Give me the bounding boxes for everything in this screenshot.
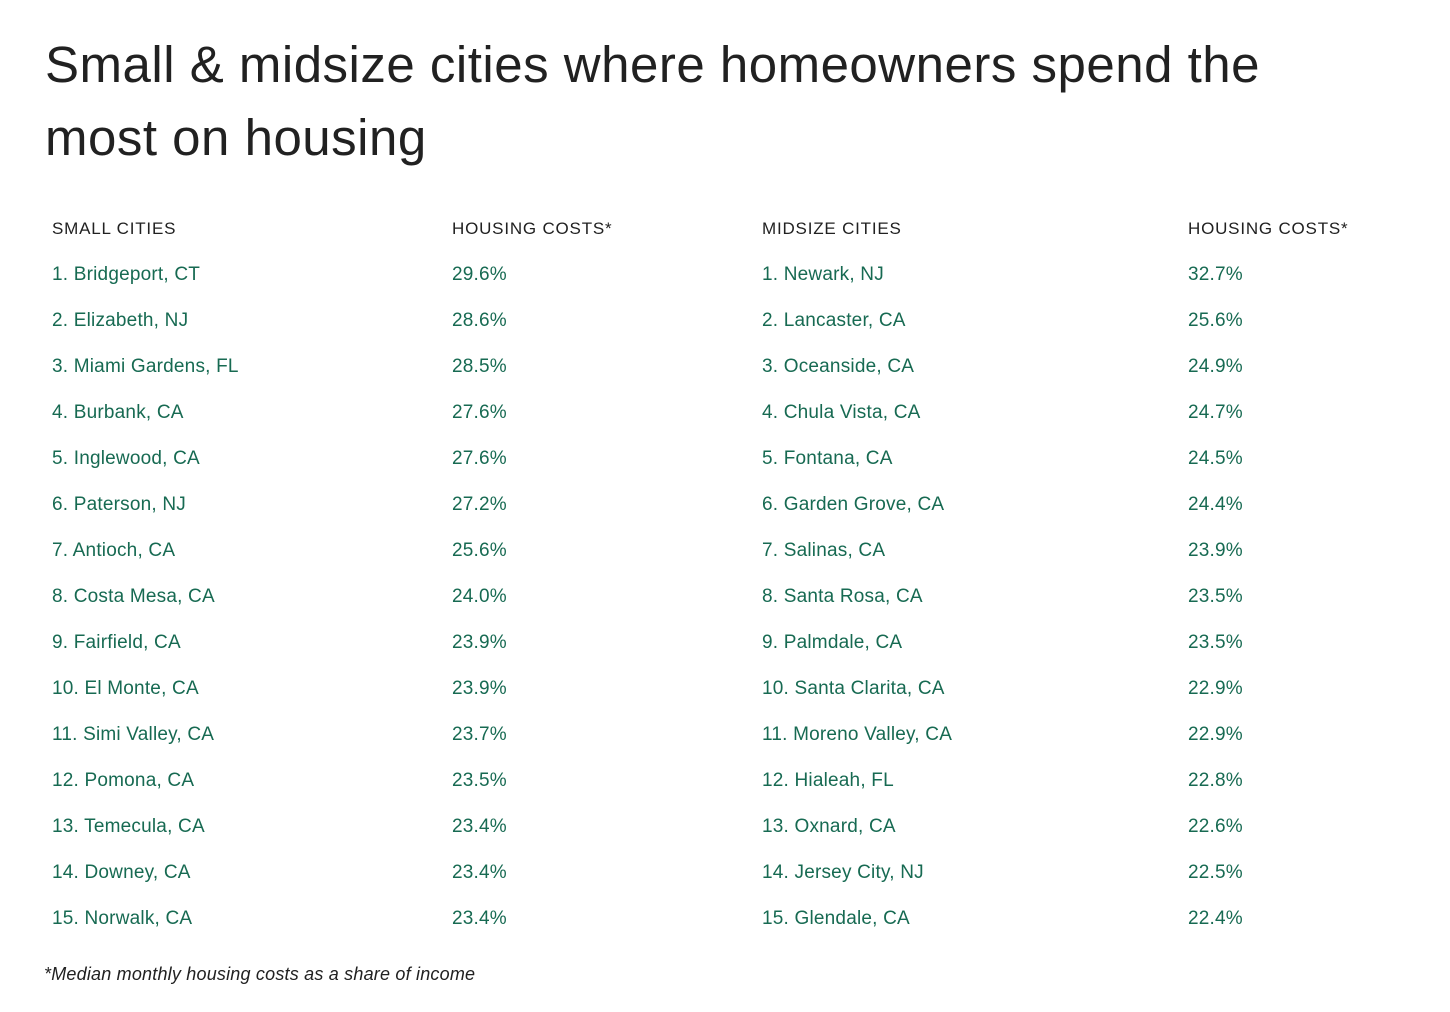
small-cost-cell: 23.9%	[452, 632, 507, 653]
midsize-city-cell: 9. Palmdale, CA	[762, 632, 903, 653]
rankings-table	[52, 206, 1450, 942]
page-title: Small & midsize cities where homeowners spend the most on housing	[45, 36, 1261, 166]
midsize-cities-header: MIDSIZE CITIES	[762, 219, 902, 238]
midsize-city-cell: 6. Garden Grove, CA	[762, 494, 945, 515]
small-city-cell: 11. Simi Valley, CA	[52, 724, 215, 745]
small-cost-cell: 23.5%	[452, 770, 507, 791]
small-cost-cell: 23.4%	[452, 862, 507, 883]
small-cost-cell: 23.4%	[452, 908, 507, 929]
midsize-cost-cell: 25.6%	[1188, 310, 1243, 331]
small-cost-cell: 23.9%	[452, 678, 507, 699]
small-cost-cell: 28.5%	[452, 356, 507, 377]
midsize-cost-cell: 22.5%	[1188, 862, 1243, 883]
midsize-cost-cell: 22.4%	[1188, 908, 1243, 929]
small-cities-header: SMALL CITIES	[52, 219, 177, 238]
midsize-city-cell: 4. Chula Vista, CA	[762, 402, 921, 423]
midsize-cost-cell: 22.8%	[1188, 770, 1243, 791]
small-housing-costs-header: HOUSING COSTS*	[452, 219, 613, 238]
midsize-city-cell: 3. Oceanside, CA	[762, 356, 915, 377]
midsize-city-cell: 10. Santa Clarita, CA	[762, 678, 945, 699]
midsize-cost-cell: 22.6%	[1188, 816, 1243, 837]
small-cost-cell: 27.6%	[452, 402, 507, 423]
midsize-cost-cell: 24.9%	[1188, 356, 1243, 377]
midsize-cost-cell: 24.7%	[1188, 402, 1243, 423]
small-cost-cell: 28.6%	[452, 310, 507, 331]
small-city-cell: 7. Antioch, CA	[52, 540, 176, 561]
midsize-city-cell: 11. Moreno Valley, CA	[762, 724, 953, 745]
small-cost-cell: 27.2%	[452, 494, 507, 515]
small-city-cell: 8. Costa Mesa, CA	[52, 586, 215, 607]
midsize-city-cell: 2. Lancaster, CA	[762, 310, 906, 331]
small-city-cell: 15. Norwalk, CA	[52, 908, 193, 929]
midsize-housing-costs-header: HOUSING COSTS*	[1188, 219, 1349, 238]
small-city-cell: 6. Paterson, NJ	[52, 494, 186, 515]
small-city-cell: 12. Pomona, CA	[52, 770, 195, 791]
midsize-city-cell: 1. Newark, NJ	[762, 264, 884, 285]
midsize-cost-cell: 32.7%	[1188, 264, 1243, 285]
midsize-city-cell: 7. Salinas, CA	[762, 540, 886, 561]
small-cost-cell: 23.4%	[452, 816, 507, 837]
midsize-cost-cell: 24.5%	[1188, 448, 1243, 469]
small-city-cell: 9. Fairfield, CA	[52, 632, 181, 653]
footnote: *Median monthly housing costs as a share of income	[44, 964, 476, 984]
midsize-city-cell: 13. Oxnard, CA	[762, 816, 896, 837]
small-city-cell: 1. Bridgeport, CT	[52, 264, 201, 285]
midsize-city-cell: 8. Santa Rosa, CA	[762, 586, 923, 607]
midsize-cost-cell: 22.9%	[1188, 678, 1243, 699]
midsize-city-cell: 12. Hialeah, FL	[762, 770, 894, 791]
midsize-cost-cell: 23.9%	[1188, 540, 1243, 561]
midsize-city-cell: 15. Glendale, CA	[762, 908, 910, 929]
small-city-cell: 5. Inglewood, CA	[52, 448, 200, 469]
small-cost-cell: 24.0%	[452, 586, 507, 607]
small-city-cell: 14. Downey, CA	[52, 862, 191, 883]
midsize-cost-cell: 24.4%	[1188, 494, 1243, 515]
small-city-cell: 2. Elizabeth, NJ	[52, 310, 189, 331]
small-cost-cell: 27.6%	[452, 448, 507, 469]
small-cost-cell: 25.6%	[452, 540, 507, 561]
midsize-cost-cell: 23.5%	[1188, 632, 1243, 653]
midsize-cost-cell: 23.5%	[1188, 586, 1243, 607]
small-city-cell: 3. Miami Gardens, FL	[52, 356, 239, 377]
small-cost-cell: 23.7%	[452, 724, 507, 745]
small-cost-cell: 29.6%	[452, 264, 507, 285]
midsize-cost-cell: 22.9%	[1188, 724, 1243, 745]
small-city-cell: 13. Temecula, CA	[52, 816, 205, 837]
small-city-cell: 4. Burbank, CA	[52, 402, 184, 423]
midsize-city-cell: 5. Fontana, CA	[762, 448, 893, 469]
midsize-city-cell: 14. Jersey City, NJ	[762, 862, 924, 883]
small-city-cell: 10. El Monte, CA	[52, 678, 199, 699]
